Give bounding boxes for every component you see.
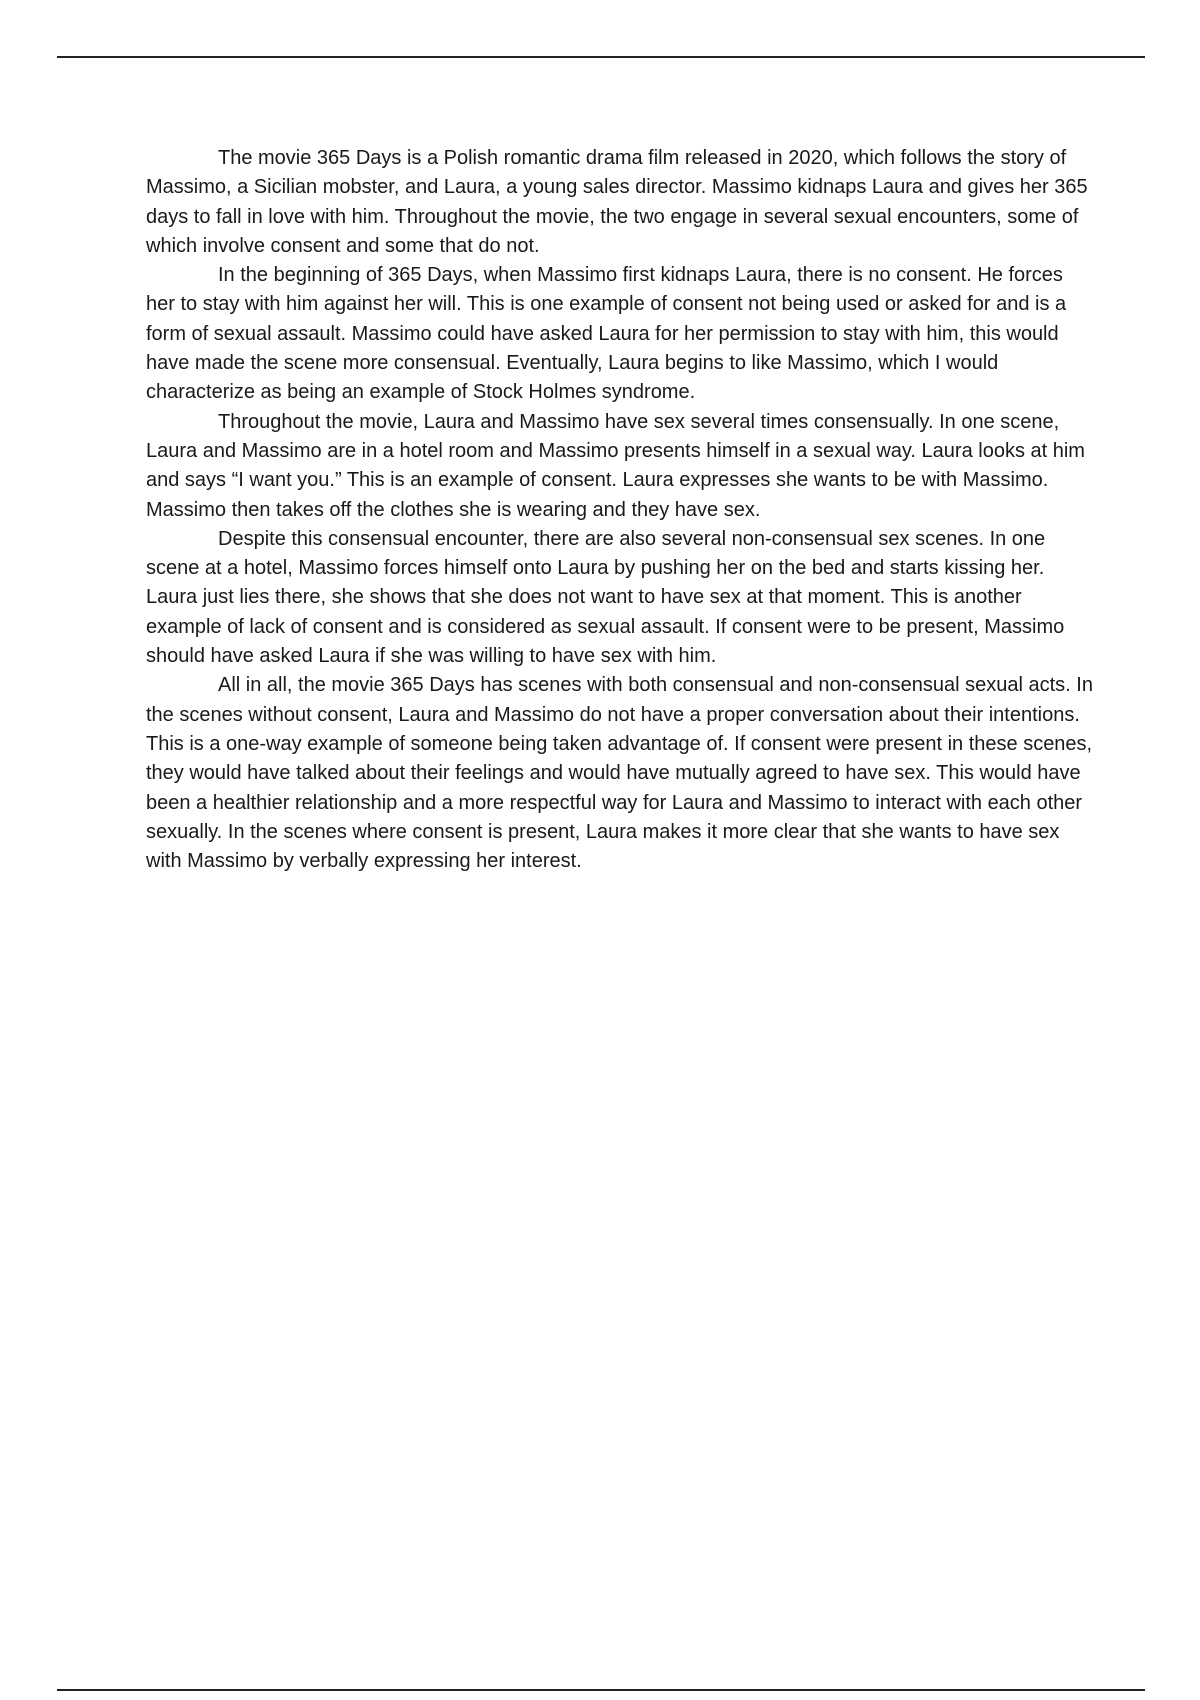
footer-rule xyxy=(57,1689,1145,1691)
paragraph-2: In the beginning of 365 Days, when Massimo first kidnaps Laura, there is no consent. He forces her to stay with him against her will. This is one example of consent not being used or asked for and is a form of sexual assault. Massimo could have asked Laura for her permission to stay with him, this would have made the scene more consensual. Eventually, Laura begins to like Massimo, which I would characterize as being an example of Stock Holmes syndrome. xyxy=(146,264,1067,404)
document-body xyxy=(146,144,1094,876)
paragraph-4: Despite this consensual encounter, there are also several non-consensual sex scenes. In one scene at a hotel, Massimo forces himself onto Laura by pushing her on the bed and starts kissing her. Laura just lies there, she shows that she does not want to have sex at that moment. This is another example of lack of consent and is considered as sexual assault. If consent were to be present, Massimo should have asked Laura if she was willing to have sex with him. xyxy=(146,527,1065,668)
header-rule xyxy=(57,56,1145,58)
paragraph-1: The movie 365 Days is a Polish romantic drama film released in 2020, which follows the story of Massimo, a Sicilian mobster, and Laura, a young sales director. Massimo kidnaps Laura and gives her 365 days to fall in love with him. Throughout the movie, the two engage in several sexual encounters, some of which involve consent and some that do not. xyxy=(146,147,1088,257)
paragraph-3: Throughout the movie, Laura and Massimo have sex several times consensually. In one scene, Laura and Massimo are in a hotel room and Massimo presents himself in a sexual way. Laura looks at him and says “I want you.” This is an example of consent. Laura expresses she wants to be with Massimo. Massimo then takes off the clothes she is wearing and they have sex. xyxy=(146,410,1085,521)
paragraph-5: All in all, the movie 365 Days has scenes with both consensual and non-consensual sexual acts. In the scenes without consent, Laura and Massimo do not have a proper conversation about their intentions. This is a one-way example of someone being taken advantage of. If consent were present in these scenes, they would have talked about their feelings and would have mutually agreed to have sex. This would have been a healthier relationship and a more respectful way for Laura and Massimo to interact with each other sexually. In the scenes where consent is present, Laura makes it more clear that she wants to have sex with Massimo by verbally expressing her interest. xyxy=(146,674,1093,873)
